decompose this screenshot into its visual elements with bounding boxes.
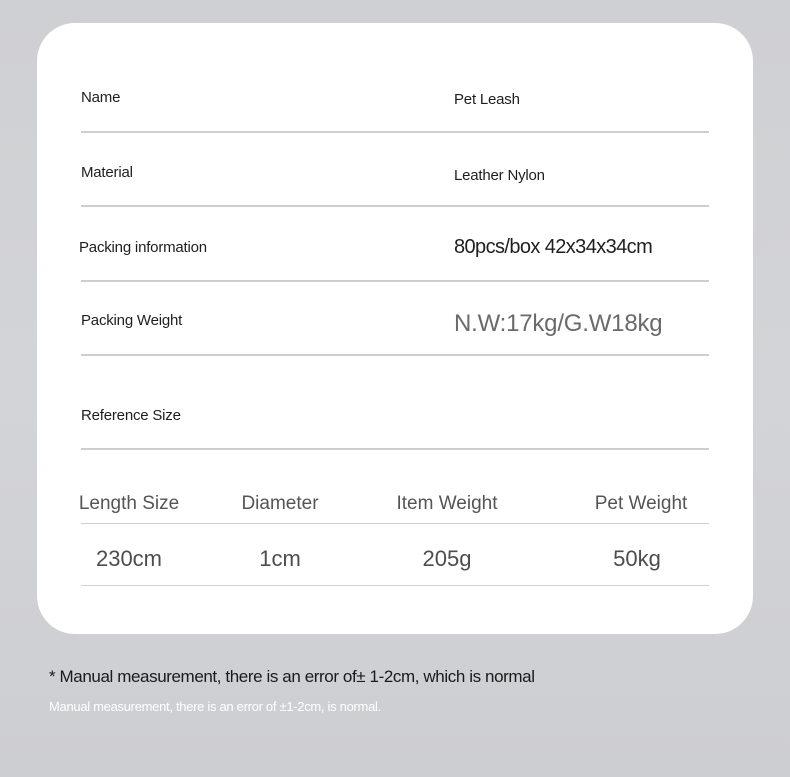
spec-value-packing-weight: N.W:17kg/G.W18kg: [454, 310, 663, 337]
spec-value-packing-info: 80pcs/box 42x34x34cm: [454, 236, 653, 258]
spec-row-packing-weight: [81, 282, 709, 356]
size-header-pet-weight: Pet Weight: [594, 493, 688, 514]
size-value-length: 230cm: [95, 546, 163, 571]
spec-row-reference-size: [81, 356, 709, 450]
spec-label-packing-info: Packing information: [79, 239, 207, 256]
spec-label-packing-weight: Packing Weight: [81, 312, 183, 329]
spec-row-name: [81, 23, 709, 133]
size-header-diameter: Diameter: [241, 493, 319, 514]
size-table-value-row: [81, 524, 709, 586]
spec-value-material: Leather Nylon: [454, 167, 545, 184]
measurement-note-subtitle: Manual measurement, there is an error of ±1-2cm, is normal.: [49, 699, 381, 714]
spec-row-packing-info: [81, 207, 709, 282]
size-value-pet-weight: 50kg: [613, 546, 661, 571]
size-value-diameter: 1cm: [259, 546, 301, 571]
spec-value-name: Pet Leash: [454, 91, 520, 108]
spec-label-material: Material: [81, 164, 133, 181]
size-header-length: Length Size: [78, 493, 180, 514]
measurement-note: * Manual measurement, there is an error of± 1-2cm, which is normal: [49, 667, 535, 686]
size-header-item-weight: Item Weight: [396, 493, 498, 514]
size-value-item-weight: 205g: [422, 546, 472, 571]
spec-label-reference-size: Reference Size: [81, 407, 181, 424]
spec-card: [37, 23, 753, 634]
size-table-header-row: [78, 487, 709, 524]
spec-row-material: [81, 131, 709, 207]
size-table: [78, 487, 709, 586]
spec-label-name: Name: [81, 89, 121, 106]
